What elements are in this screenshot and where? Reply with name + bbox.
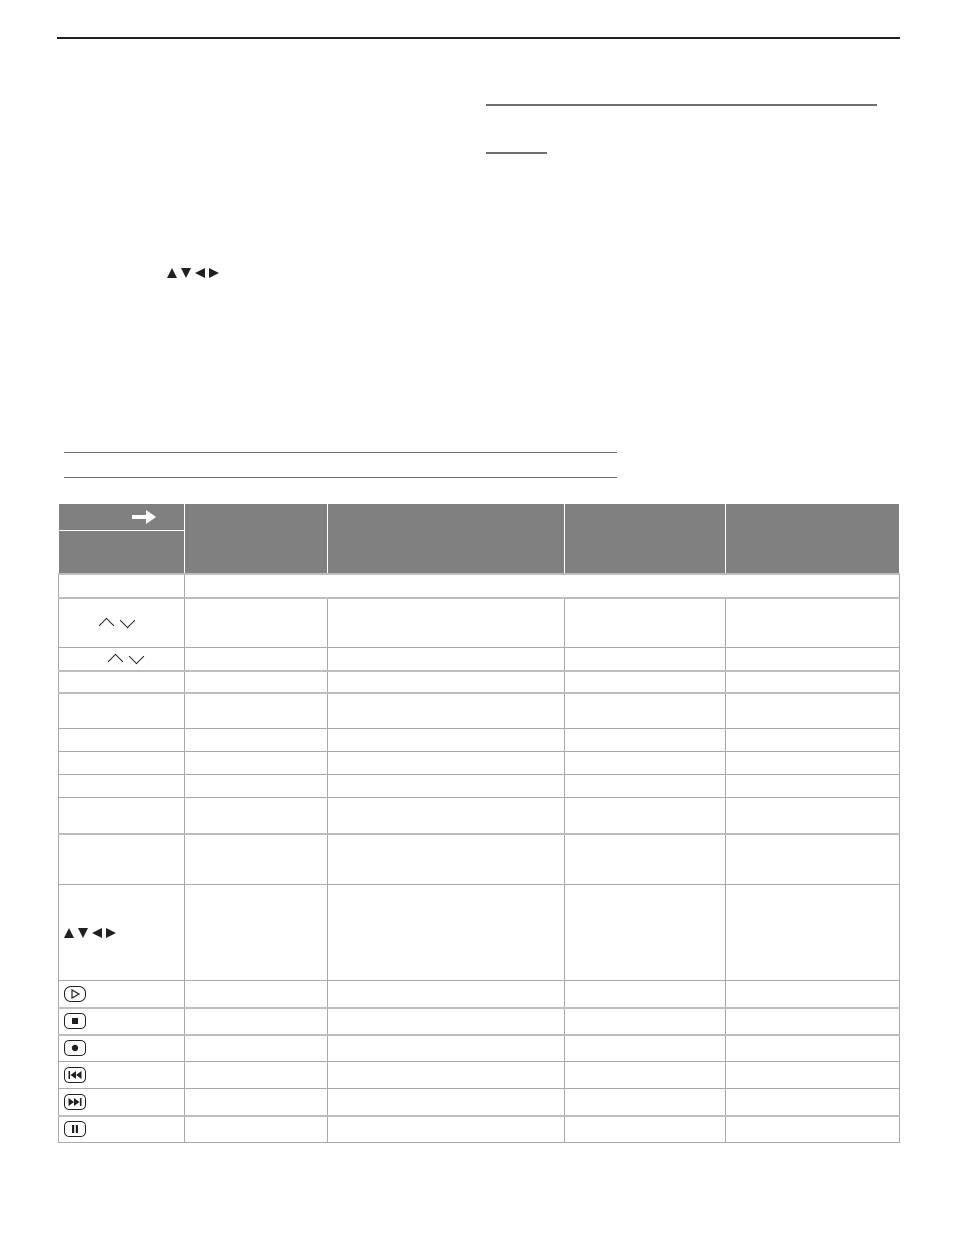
table-row-cell (328, 598, 565, 648)
table-row-cell (185, 1008, 328, 1035)
chevron-up-down-icon (59, 614, 184, 631)
table-row-cell (328, 1008, 565, 1035)
table-row-cell (565, 798, 726, 834)
play-icon (64, 986, 86, 1002)
skip-forward-icon (64, 1094, 86, 1110)
table-row-cell (328, 693, 565, 729)
table-row-cell (185, 885, 328, 981)
table-row-cell (726, 775, 900, 798)
chevron-up-down-icon (59, 651, 184, 667)
table-row-cell (185, 1089, 328, 1116)
table-row-cell (726, 885, 900, 981)
table-row-cell (185, 1035, 328, 1062)
table-title-rule-top (64, 452, 617, 453)
table-row-label (59, 574, 185, 598)
table-row-cell (328, 1035, 565, 1062)
table-row-cell (565, 775, 726, 798)
table-row-cell (726, 752, 900, 775)
skip-back-icon (64, 1067, 86, 1083)
arrow-right-icon (209, 268, 219, 278)
arrow-right-icon (132, 510, 156, 524)
table-row-cell (565, 981, 726, 1008)
header-col-1 (185, 504, 328, 574)
table-row-cell (185, 1062, 328, 1089)
table-row-cell (726, 671, 900, 693)
table-row-cell (565, 1035, 726, 1062)
table-row-cell (185, 671, 328, 693)
header-mode-arrow (59, 504, 185, 531)
table-row-label (59, 1116, 185, 1143)
table-row-cell (185, 752, 328, 775)
pause-icon (64, 1121, 86, 1137)
table-row-cell (185, 1116, 328, 1143)
table-row-cell (726, 1116, 900, 1143)
table-row-cell (185, 648, 328, 671)
arrow-right-icon (106, 928, 116, 938)
table-row-cell (565, 598, 726, 648)
table-row-cell (185, 729, 328, 752)
short-rule-right (486, 152, 547, 154)
table-row-cell (328, 671, 565, 693)
record-icon (64, 1040, 86, 1056)
table-row-cell (565, 1089, 726, 1116)
table-row-cell (185, 598, 328, 648)
arrow-left-icon (195, 268, 205, 278)
table-row-cell (328, 798, 565, 834)
table-row-label (59, 798, 185, 834)
chevron-up-icon (98, 618, 114, 634)
arrow-up-icon (167, 268, 177, 278)
table-row-cell (328, 1062, 565, 1089)
section-rule-right (486, 104, 877, 106)
table-row-cell (726, 729, 900, 752)
chevron-up-icon (107, 653, 123, 669)
table-row-cell (185, 834, 328, 885)
table-row-label (59, 671, 185, 693)
table-title-rule-bottom (64, 477, 617, 478)
table-row-cell (726, 834, 900, 885)
table-row-cell (328, 752, 565, 775)
table-row-cell (726, 648, 900, 671)
chevron-down-icon (119, 613, 135, 629)
header-button-label (59, 531, 185, 574)
arrow-left-icon (92, 928, 102, 938)
table-row-label (59, 648, 185, 671)
table-row-cell (328, 885, 565, 981)
table-row-cell (185, 693, 328, 729)
table-row-cell (726, 598, 900, 648)
table-row-cell (565, 1008, 726, 1035)
table-row-label (59, 598, 185, 648)
table-row-cell (565, 693, 726, 729)
table-row-cell (565, 752, 726, 775)
table-row-cell (565, 1062, 726, 1089)
arrow-keys-icon (59, 928, 184, 938)
header-col-4 (726, 504, 900, 574)
table-row-cell (726, 693, 900, 729)
table-row-cell (726, 1008, 900, 1035)
arrow-down-icon (181, 268, 191, 278)
table-row-cell (565, 1116, 726, 1143)
table-row-cell (185, 798, 328, 834)
table-row-cell (328, 834, 565, 885)
table-row-cell (185, 574, 900, 598)
table-row-cell (726, 1089, 900, 1116)
table-row-cell (328, 729, 565, 752)
page-header-rule (57, 37, 900, 39)
remote-function-table (58, 503, 900, 1143)
table-row-label (59, 729, 185, 752)
table-row-cell (726, 1062, 900, 1089)
arrow-keys-icon (167, 268, 219, 278)
header-col-2 (328, 504, 565, 574)
table-row-cell (185, 775, 328, 798)
table-row-cell (726, 981, 900, 1008)
table-row-label (59, 834, 185, 885)
table-row-cell (565, 729, 726, 752)
table-row-label (59, 885, 185, 981)
table-row-label (59, 981, 185, 1008)
table-row-cell (565, 671, 726, 693)
table-row-label (59, 1089, 185, 1116)
table-row-label (59, 752, 185, 775)
table-row-cell (185, 981, 328, 1008)
table-row-label (59, 775, 185, 798)
table-row-cell (328, 648, 565, 671)
table-row-label (59, 1062, 185, 1089)
table-row-label (59, 693, 185, 729)
chevron-down-icon (128, 648, 144, 664)
table-row-label (59, 1008, 185, 1035)
table-row-cell (328, 1089, 565, 1116)
table-row-label (59, 1035, 185, 1062)
table-row-cell (328, 1116, 565, 1143)
arrow-up-icon (64, 928, 74, 938)
arrow-down-icon (78, 928, 88, 938)
table-row-cell (328, 775, 565, 798)
stop-icon (64, 1013, 86, 1029)
table-row-cell (328, 981, 565, 1008)
table-row-cell (565, 648, 726, 671)
table-row-cell (565, 885, 726, 981)
table-row-cell (726, 798, 900, 834)
table-row-cell (726, 1035, 900, 1062)
table-row-cell (565, 834, 726, 885)
header-col-3 (565, 504, 726, 574)
